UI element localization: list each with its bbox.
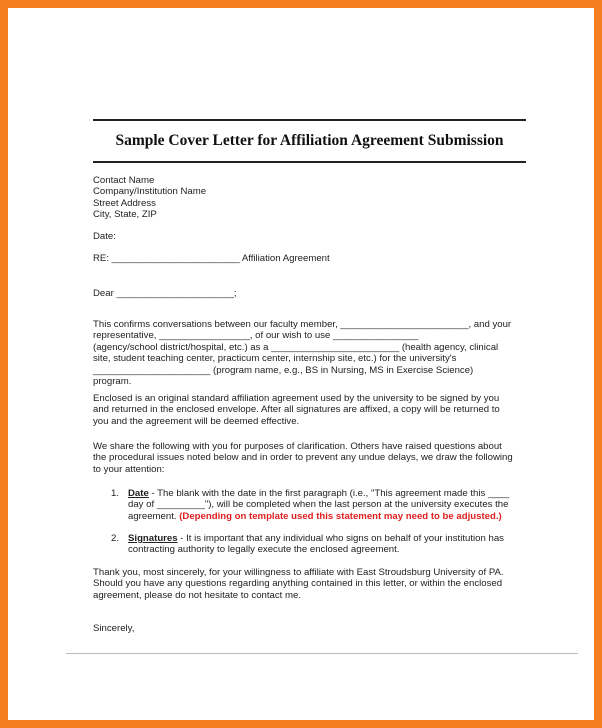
list-item-signatures xyxy=(111,533,526,556)
paragraph-line: to your attention: xyxy=(93,463,165,475)
paragraph-line: agreement, please do not hesitate to contact me. xyxy=(93,589,301,601)
paragraph-clarification xyxy=(93,441,526,475)
address-line: Contact Name xyxy=(93,175,155,186)
paragraph-line: program. xyxy=(93,376,132,388)
list-text: day of _________"), will be completed when the last person at the university executes the xyxy=(128,499,509,511)
paragraph-line: Should you have any questions regarding anything contained in this letter, or within the enclosed xyxy=(93,578,503,590)
paragraph-line: and returned in the enclosed envelope. After all signatures are affixed, a copy will be returned to xyxy=(93,404,500,416)
document-page xyxy=(8,8,594,720)
paragraph-line: site, student teaching center, practicum center, internship site, etc.) for the university's xyxy=(93,353,457,365)
address-line: Company/Institution Name xyxy=(93,186,207,198)
list-text: - It is important that any individual who signs on behalf of your institution has xyxy=(177,533,504,544)
paragraph-line: ______________________ (program name, e.g., BS in Nursing, MS in Exercise Science) xyxy=(93,364,474,376)
address-line: City, State, ZIP xyxy=(93,209,157,221)
date-line: Date: xyxy=(93,231,116,242)
list-number: 1. xyxy=(111,488,120,499)
list-term: Signatures xyxy=(128,533,178,544)
paragraph-confirmation xyxy=(93,319,526,387)
title-top-rule xyxy=(93,119,526,121)
paragraph-line: you and the agreement will be deemed effective. xyxy=(93,415,300,427)
closing: Sincerely, xyxy=(93,623,135,634)
list-item-date xyxy=(111,488,526,522)
paragraph-line: This confirms conversations between our faculty member, ________________________, and your xyxy=(93,319,512,330)
list-number: 2. xyxy=(111,533,120,544)
footer-rule xyxy=(66,653,578,654)
paragraph-line: (agency/school district/hospital, etc.) as a ________________________ (health agency, clinical xyxy=(93,341,499,353)
paragraph-line: Thank you, most sincerely, for your willingness to affiliate with East Stroudsburg University of PA. xyxy=(93,567,504,578)
address-line: Street Address xyxy=(93,197,156,209)
template-note: (Depending on template used this statement may need to be adjusted.) xyxy=(179,510,502,522)
list-text: contracting authority to legally execute the enclosed agreement. xyxy=(128,544,400,556)
paragraph-line: representative, _________________, of our wish to use ________________ xyxy=(93,330,419,342)
document-title: Sample Cover Letter for Affiliation Agreement Submission xyxy=(115,132,504,149)
paragraph-line: Enclosed is an original standard affiliation agreement used by the university to be signed by you xyxy=(93,393,500,404)
title-bottom-rule xyxy=(93,161,526,163)
paragraph-line: We share the following with you for purposes of clarification. Others have raised questions about xyxy=(93,441,502,452)
list-text: - The blank with the date in the first paragraph (i.e., "This agreement made this ____ xyxy=(148,488,510,499)
paragraph-thanks xyxy=(93,567,526,601)
list-term: Date xyxy=(128,488,149,499)
list-text: agreement. xyxy=(128,510,180,522)
salutation: Dear ______________________; xyxy=(93,288,237,299)
paragraph-line: the procedural issues noted below and in order to prevent any undue delays, we draw the following xyxy=(93,452,513,464)
paragraph-enclosed xyxy=(93,393,526,427)
recipient-address xyxy=(93,175,526,221)
re-line: RE: ________________________ Affiliation Agreement xyxy=(93,253,330,264)
